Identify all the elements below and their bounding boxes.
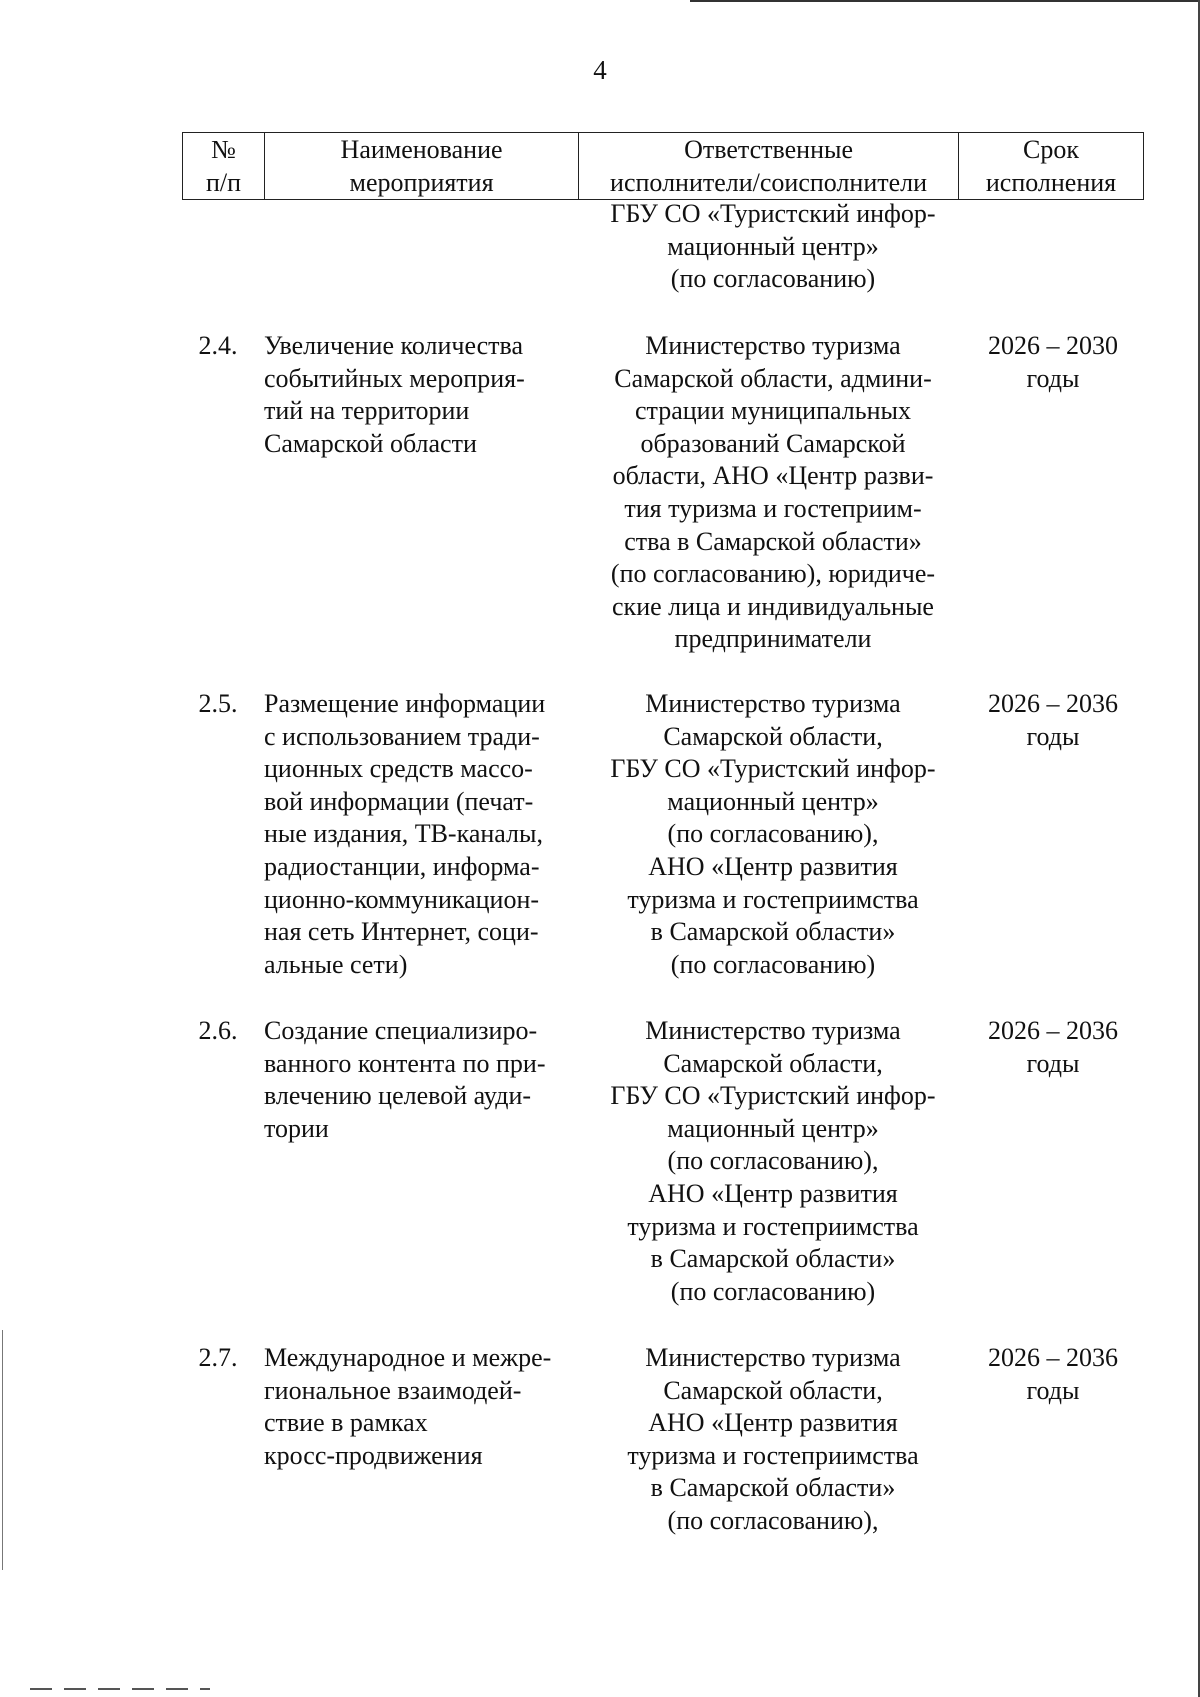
row-executors-line: в Самарской области» <box>650 1244 896 1274</box>
row-term-line: 2026 – 2030 <box>988 331 1118 360</box>
row-term <box>962 330 1144 395</box>
row-name-line: с использованием тради- <box>264 721 540 751</box>
row-name <box>264 1015 576 1145</box>
row-executors <box>584 1342 962 1538</box>
row-name <box>264 330 576 460</box>
header-num-line: п/п <box>205 168 242 197</box>
row-executors-line: АНО «Центр развития <box>648 1178 898 1208</box>
row-executors-line: (по согласованию) <box>670 1276 876 1306</box>
row-name-line: Международное и межре- <box>264 1343 552 1372</box>
row-executors-line: области, АНО «Центр разви- <box>612 461 934 491</box>
row-executors-line: (по согласованию), <box>667 819 879 849</box>
row-name-line: ная сеть Интернет, соци- <box>264 917 539 947</box>
scan-edge-left <box>2 1330 3 1570</box>
row-executors-line: (по согласованию) <box>670 949 876 979</box>
row-term-line: 2026 – 2036 <box>988 1343 1118 1372</box>
row-executors-line: мационный центр» <box>667 1113 879 1143</box>
header-term <box>959 133 1144 200</box>
row-name-line: событийных мероприя- <box>264 363 525 393</box>
row-executors-line: Министерство туризма <box>645 1016 901 1045</box>
row-name-line: Увеличение количества <box>264 331 524 360</box>
row-executors-line: туризма и гостеприимства <box>627 1211 919 1241</box>
header-num-line: № <box>211 135 236 164</box>
continuation-line: ГБУ СО «Туристский инфор- <box>610 199 936 228</box>
row-name-line: кросс-продвижения <box>264 1440 483 1470</box>
row-executors-line: Министерство туризма <box>645 331 901 360</box>
row-executors-line: (по согласованию), юридиче- <box>610 559 936 589</box>
row-executors-line: ские лица и индивидуальные <box>612 591 934 621</box>
header-term-line: Срок <box>1023 135 1079 164</box>
table-header <box>182 132 1144 200</box>
row-executors-line: АНО «Центр развития <box>648 851 898 881</box>
continuation-executors <box>584 198 962 296</box>
row-name-line: ционно-коммуникацион- <box>264 884 540 914</box>
row-executors-line: в Самарской области» <box>650 1473 896 1503</box>
header-num <box>183 133 265 200</box>
row-executors-line: (по согласованию), <box>667 1505 879 1535</box>
row-name <box>264 1342 576 1472</box>
row-executors-line: Министерство туризма <box>645 689 901 718</box>
header-term-line: исполнения <box>985 168 1117 197</box>
scan-edge-top <box>690 0 1200 2</box>
row-number: 2.6. <box>198 1016 238 1045</box>
row-name-line: Размещение информации <box>264 689 546 718</box>
page-number: 4 <box>593 55 607 85</box>
header-name <box>264 133 578 200</box>
row-executors-line: предприниматели <box>674 624 872 654</box>
row-executors-line: ства в Самарской области» <box>624 526 922 556</box>
row-executors-line: туризма и гостеприимства <box>627 884 919 914</box>
row-executors-line: образований Самарской <box>640 428 906 458</box>
row-executors-line: в Самарской области» <box>650 917 896 947</box>
header-executors <box>579 133 959 200</box>
row-executors-line: Самарской области, <box>663 721 883 751</box>
row-executors-line: мационный центр» <box>667 786 879 816</box>
row-term <box>962 688 1144 753</box>
row-executors-line: туризма и гостеприимства <box>627 1440 919 1470</box>
row-name-line: ванного контента по при- <box>264 1048 546 1078</box>
row-name-line: тории <box>264 1113 329 1143</box>
row-name <box>264 688 576 981</box>
row-executors-line: Министерство туризма <box>645 1343 901 1372</box>
row-executors-line: АНО «Центр развития <box>648 1408 898 1438</box>
row-name-line: Создание специализиро- <box>264 1016 538 1045</box>
row-executors-line: ГБУ СО «Туристский инфор- <box>610 754 936 784</box>
continuation-line: (по согласованию) <box>670 264 876 294</box>
row-executors-line: Самарской области, <box>663 1375 883 1405</box>
header-name-line: мероприятия <box>349 168 494 197</box>
header-name-line: Наименование <box>340 135 503 164</box>
row-executors-line: ГБУ СО «Туристский инфор- <box>610 1081 936 1111</box>
row-executors <box>584 688 962 981</box>
scan-bottom-marks <box>30 1688 210 1690</box>
row-term-line: 2026 – 2036 <box>988 689 1118 718</box>
row-term-line: годы <box>1026 1375 1080 1405</box>
row-executors-line: Самарской области, админи- <box>614 363 932 393</box>
row-term <box>962 1342 1144 1407</box>
row-term-line: годы <box>1026 1048 1080 1078</box>
row-name-line: ционных средств массо- <box>264 754 533 784</box>
row-number: 2.5. <box>198 689 238 718</box>
row-executors <box>584 1015 962 1308</box>
row-name-line: вой информации (печат- <box>264 786 534 816</box>
row-term <box>962 1015 1144 1080</box>
row-term-line: годы <box>1026 721 1080 751</box>
row-executors-line: Самарской области, <box>663 1048 883 1078</box>
row-executors-line: тия туризма и гостеприим- <box>624 493 922 523</box>
header-executors-line: исполнители/соисполнители <box>610 168 928 197</box>
row-executors-line: страции муниципальных <box>634 396 911 426</box>
row-term-line: годы <box>1026 363 1080 393</box>
row-term-line: 2026 – 2036 <box>988 1016 1118 1045</box>
row-name-line: ствие в рамках <box>264 1408 428 1438</box>
row-number: 2.4. <box>198 331 238 360</box>
row-name-line: радиостанции, информа- <box>264 851 540 881</box>
row-executors-line: (по согласованию), <box>667 1146 879 1176</box>
row-executors <box>584 330 962 656</box>
row-name-line: альные сети) <box>264 949 408 979</box>
row-name-line: ные издания, ТВ-каналы, <box>264 819 543 849</box>
row-name-line: Самарской области <box>264 428 477 458</box>
row-name-line: влечению целевой ауди- <box>264 1081 532 1111</box>
row-name-line: тий на территории <box>264 396 470 426</box>
row-number: 2.7. <box>198 1343 238 1372</box>
row-name-line: гиональное взаимодей- <box>264 1375 522 1405</box>
continuation-line: мационный центр» <box>667 231 879 261</box>
header-executors-line: Ответственные <box>684 135 853 164</box>
